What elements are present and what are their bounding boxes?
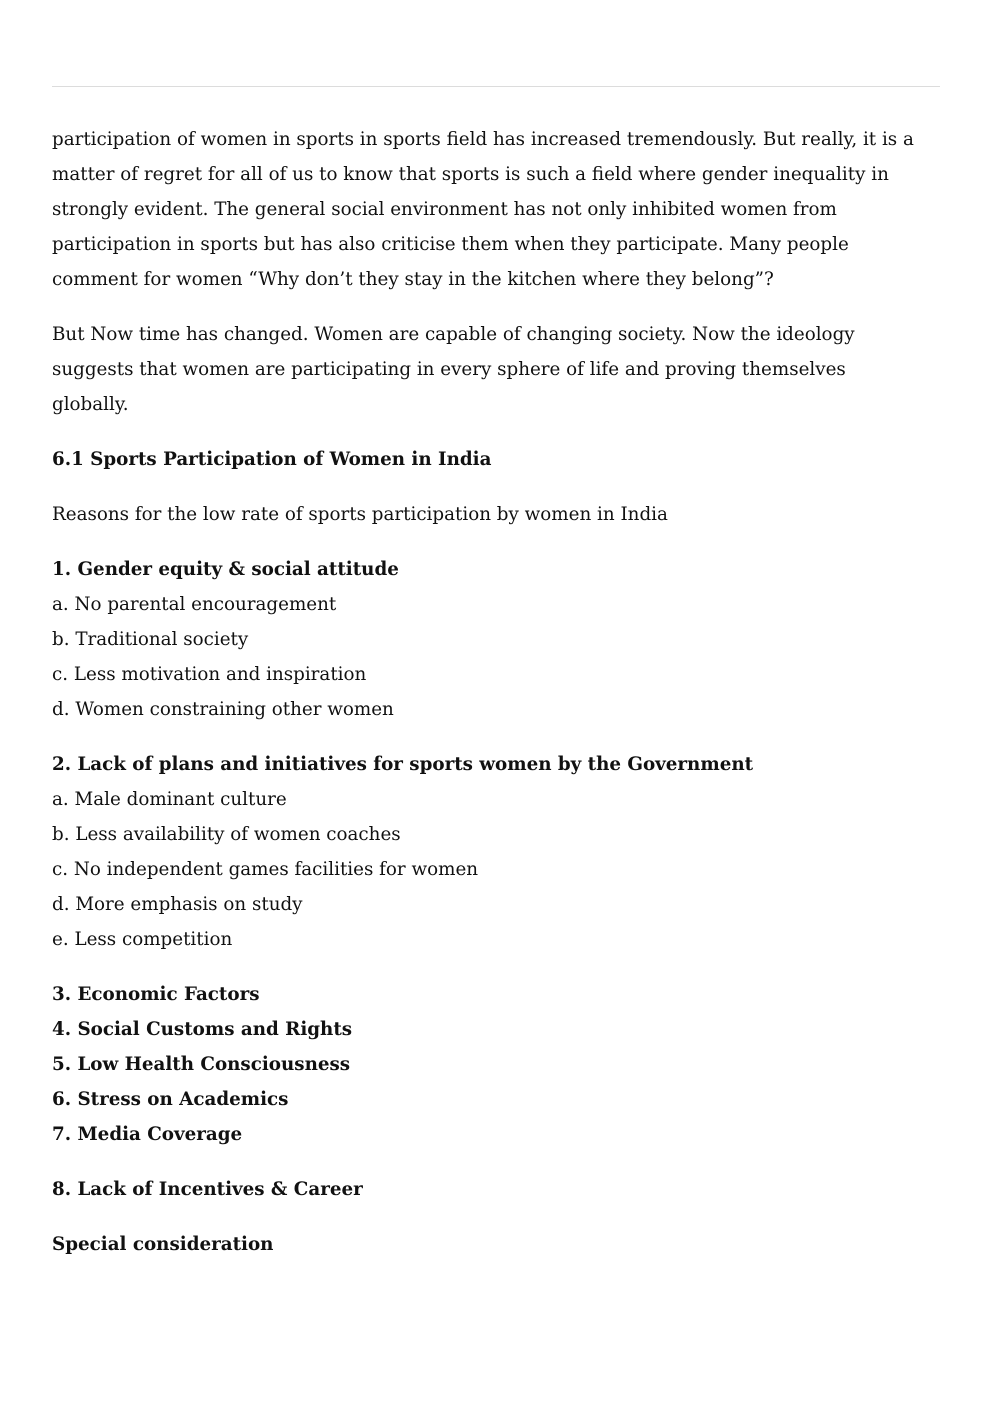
paragraph-1	[52, 122, 942, 297]
list-item: c. No independent games facilities for women	[52, 859, 479, 880]
list-item: b. Less availability of women coaches	[52, 824, 401, 845]
paragraph-2-line: suggests that women are participating in every sphere of life and proving themselves	[52, 359, 846, 380]
intro-text: Reasons for the low rate of sports participation by women in India	[52, 504, 668, 525]
document-body	[52, 122, 942, 1262]
paragraph-1-line: comment for women “Why don’t they stay in the kitchen where they belong”?	[52, 269, 774, 290]
reason-2-block	[52, 747, 942, 957]
list-item: b. Traditional society	[52, 629, 249, 650]
special-consideration-heading: Special consideration	[52, 1234, 274, 1255]
reason-3-title: 3. Economic Factors	[52, 984, 260, 1005]
reason-4-title: 4. Social Customs and Rights	[52, 1019, 353, 1040]
paragraph-2-line: globally.	[52, 394, 129, 415]
list-item: e. Less competition	[52, 929, 233, 950]
reason-8-title: 8. Lack of Incentives & Career	[52, 1179, 363, 1200]
paragraph-1-line: strongly evident. The general social environment has not only inhibited women from	[52, 199, 837, 220]
reason-2-title: 2. Lack of plans and initiatives for sports women by the Government	[52, 754, 754, 775]
section-heading: 6.1 Sports Participation of Women in India	[52, 449, 492, 470]
header-divider	[52, 86, 940, 87]
paragraph-2	[52, 317, 942, 422]
paragraph-1-line: matter of regret for all of us to know that sports is such a field where gender inequality in	[52, 164, 889, 185]
list-item: a. No parental encouragement	[52, 594, 337, 615]
list-item: d. More emphasis on study	[52, 894, 303, 915]
reason-5-title: 5. Low Health Consciousness	[52, 1054, 351, 1075]
list-item: d. Women constraining other women	[52, 699, 394, 720]
reason-1-block	[52, 552, 942, 727]
paragraph-1-line: participation of women in sports in sports field has increased tremendously. But really, it is a	[52, 129, 914, 150]
other-reasons-block	[52, 977, 942, 1152]
reason-7-title: 7. Media Coverage	[52, 1124, 243, 1145]
list-item: c. Less motivation and inspiration	[52, 664, 367, 685]
reason-6-title: 6. Stress on Academics	[52, 1089, 289, 1110]
list-item: a. Male dominant culture	[52, 789, 287, 810]
reason-1-title: 1. Gender equity & social attitude	[52, 559, 399, 580]
paragraph-2-line: But Now time has changed. Women are capable of changing society. Now the ideology	[52, 324, 855, 345]
paragraph-1-line: participation in sports but has also criticise them when they participate. Many people	[52, 234, 849, 255]
